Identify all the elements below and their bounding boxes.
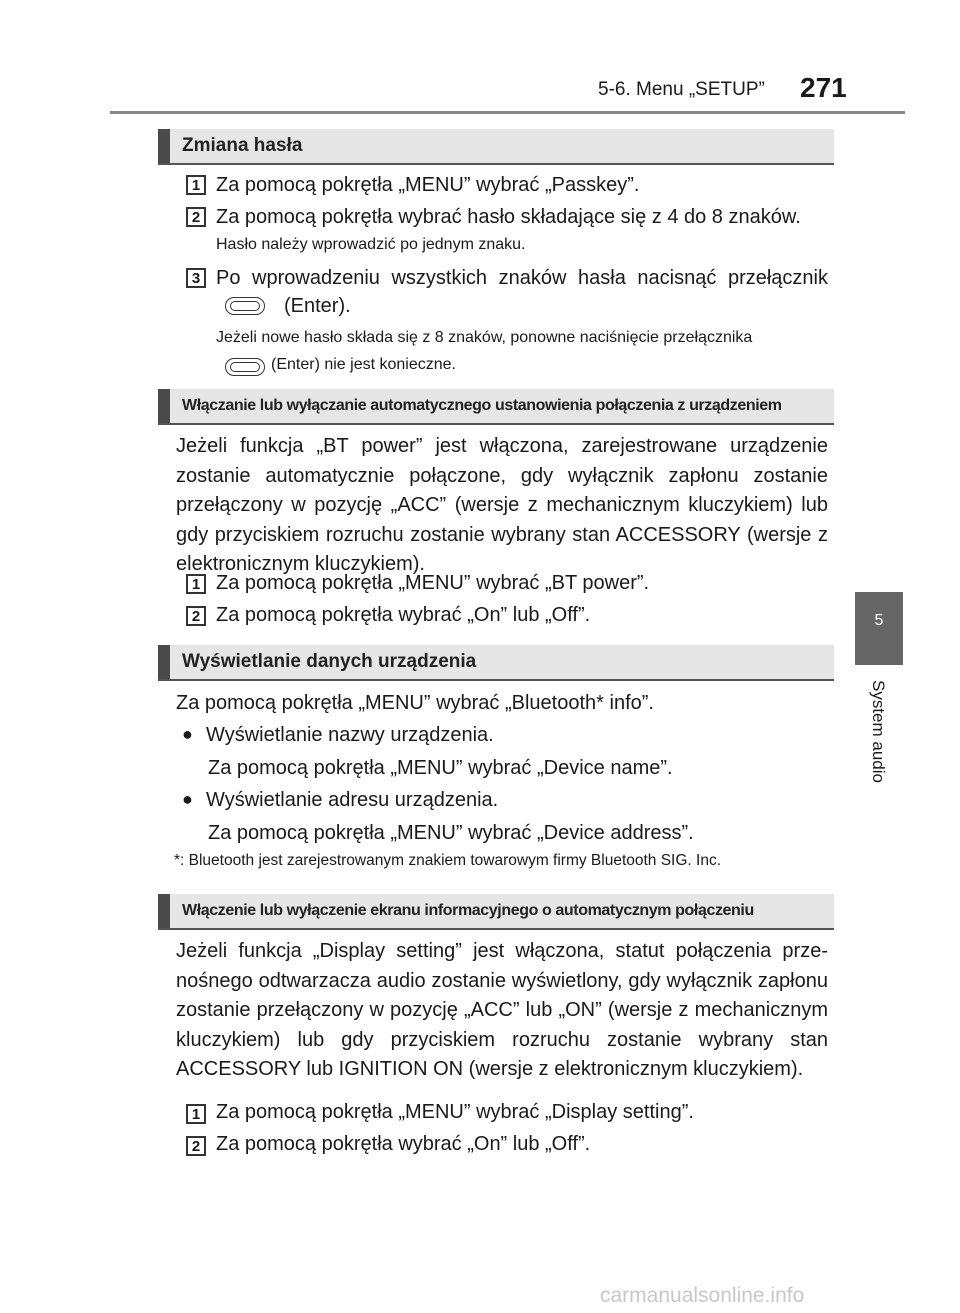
bullet-icon: ● <box>182 789 193 809</box>
footnote: *: Bluetooth jest zarejestrowanym znakiem towarowym firmy Bluetooth SIG. Inc. <box>174 852 722 869</box>
step-text: Za pomocą pokrętła „MENU” wybrać „BT power”. <box>216 572 650 594</box>
step-text: Po wprowadzeniu wszystkich znaków hasła nacisnąć przełącznik <box>216 267 828 289</box>
step-number: 2 <box>186 207 206 227</box>
step-number: 3 <box>186 268 206 288</box>
step-note: Hasło należy wprowadzić po jednym znaku. <box>216 236 526 253</box>
bullet-subtext: Za pomocą pokrętła „MENU” wybrać „Device address”. <box>208 822 694 844</box>
step-note: Jeżeli nowe hasło składa się z 8 znaków, ponowne naciśnięcie przełącznika <box>216 329 753 346</box>
section-underline <box>158 423 834 425</box>
bullet-text: Wyświetlanie adresu urządzenia. <box>206 789 499 811</box>
paragraph-display-setting: Jeżeli funkcja „Display setting” jest włączona, statut połączenia prze-nośnego odtwarzacza audio zostanie wyświetlony, gdy wyłącznik zapłonu zostanie przełączony w pozycję „ACC” lub „ON” (wersje z mechanicznym kluczykiem) lub gdy przyciskiem rozruchu zostanie wybrany stan ACCESSORY lub IGNITION ON (wersje z elektronicznym kluczykiem). <box>176 940 828 1080</box>
page-number: 271 <box>800 72 847 103</box>
step-number: 2 <box>186 606 206 626</box>
intro-text: Za pomocą pokrętła „MENU” wybrać „Bluetooth* info”. <box>176 692 654 714</box>
section-underline <box>158 679 834 681</box>
step-number: 2 <box>186 1136 206 1156</box>
step-text: Za pomocą pokrętła wybrać „On” lub „Off”. <box>216 604 591 626</box>
step-note-continued: (Enter) nie jest konieczne. <box>271 356 456 373</box>
header-rule <box>110 111 905 114</box>
section-title-change-passkey: Zmiana hasła <box>158 129 834 163</box>
step-text: Za pomocą pokrętła „MENU” wybrać „Passkey”. <box>216 174 640 196</box>
enter-switch-icon <box>225 297 265 315</box>
chapter-label: System audio <box>869 680 888 783</box>
section-title-device-info: Wyświetlanie danych urządzenia <box>158 645 834 679</box>
section-underline <box>158 928 834 930</box>
step-text: Za pomocą pokrętła wybrać „On” lub „Off”. <box>216 1133 591 1155</box>
step-text: Za pomocą pokrętła „MENU” wybrać „Display setting”. <box>216 1101 694 1123</box>
bullet-subtext: Za pomocą pokrętła „MENU” wybrać „Device name”. <box>208 757 673 779</box>
step-text-continued: (Enter). <box>284 295 351 317</box>
section-underline <box>158 163 834 165</box>
step-number: 1 <box>186 175 206 195</box>
step-number: 1 <box>186 1104 206 1124</box>
section-title-info-screen: Włączenie lub wyłączenie ekranu informacyjnego o automatycznym połączeniu <box>158 894 834 928</box>
step-number: 1 <box>186 574 206 594</box>
bullet-icon: ● <box>182 724 193 744</box>
chapter-number: 5 <box>874 612 884 629</box>
watermark: carmanualsonline.info <box>600 1284 805 1307</box>
enter-switch-icon <box>225 358 265 376</box>
paragraph-bt-power: Jeżeli funkcja „BT power” jest włączona, zarejestrowane urządzenie zostanie automatycznie połączone, gdy wyłącznik zapłonu zostanie przełączony w pozycję „ACC” (wersje z mechanicznym kluczykiem) lub gdy przyciskiem rozruchu zostanie wybrany stan ACCESSORY (wersje z elektronicznym kluczykiem). <box>176 435 828 575</box>
section-heading: 5-6. Menu „SETUP” <box>598 79 765 100</box>
step-text: Za pomocą pokrętła wybrać hasło składające się z 4 do 8 znaków. <box>216 206 801 228</box>
bullet-text: Wyświetlanie nazwy urządzenia. <box>206 724 494 746</box>
section-title-auto-connect: Włączanie lub wyłączanie automatycznego ustanowienia połączenia z urządzeniem <box>158 389 834 423</box>
